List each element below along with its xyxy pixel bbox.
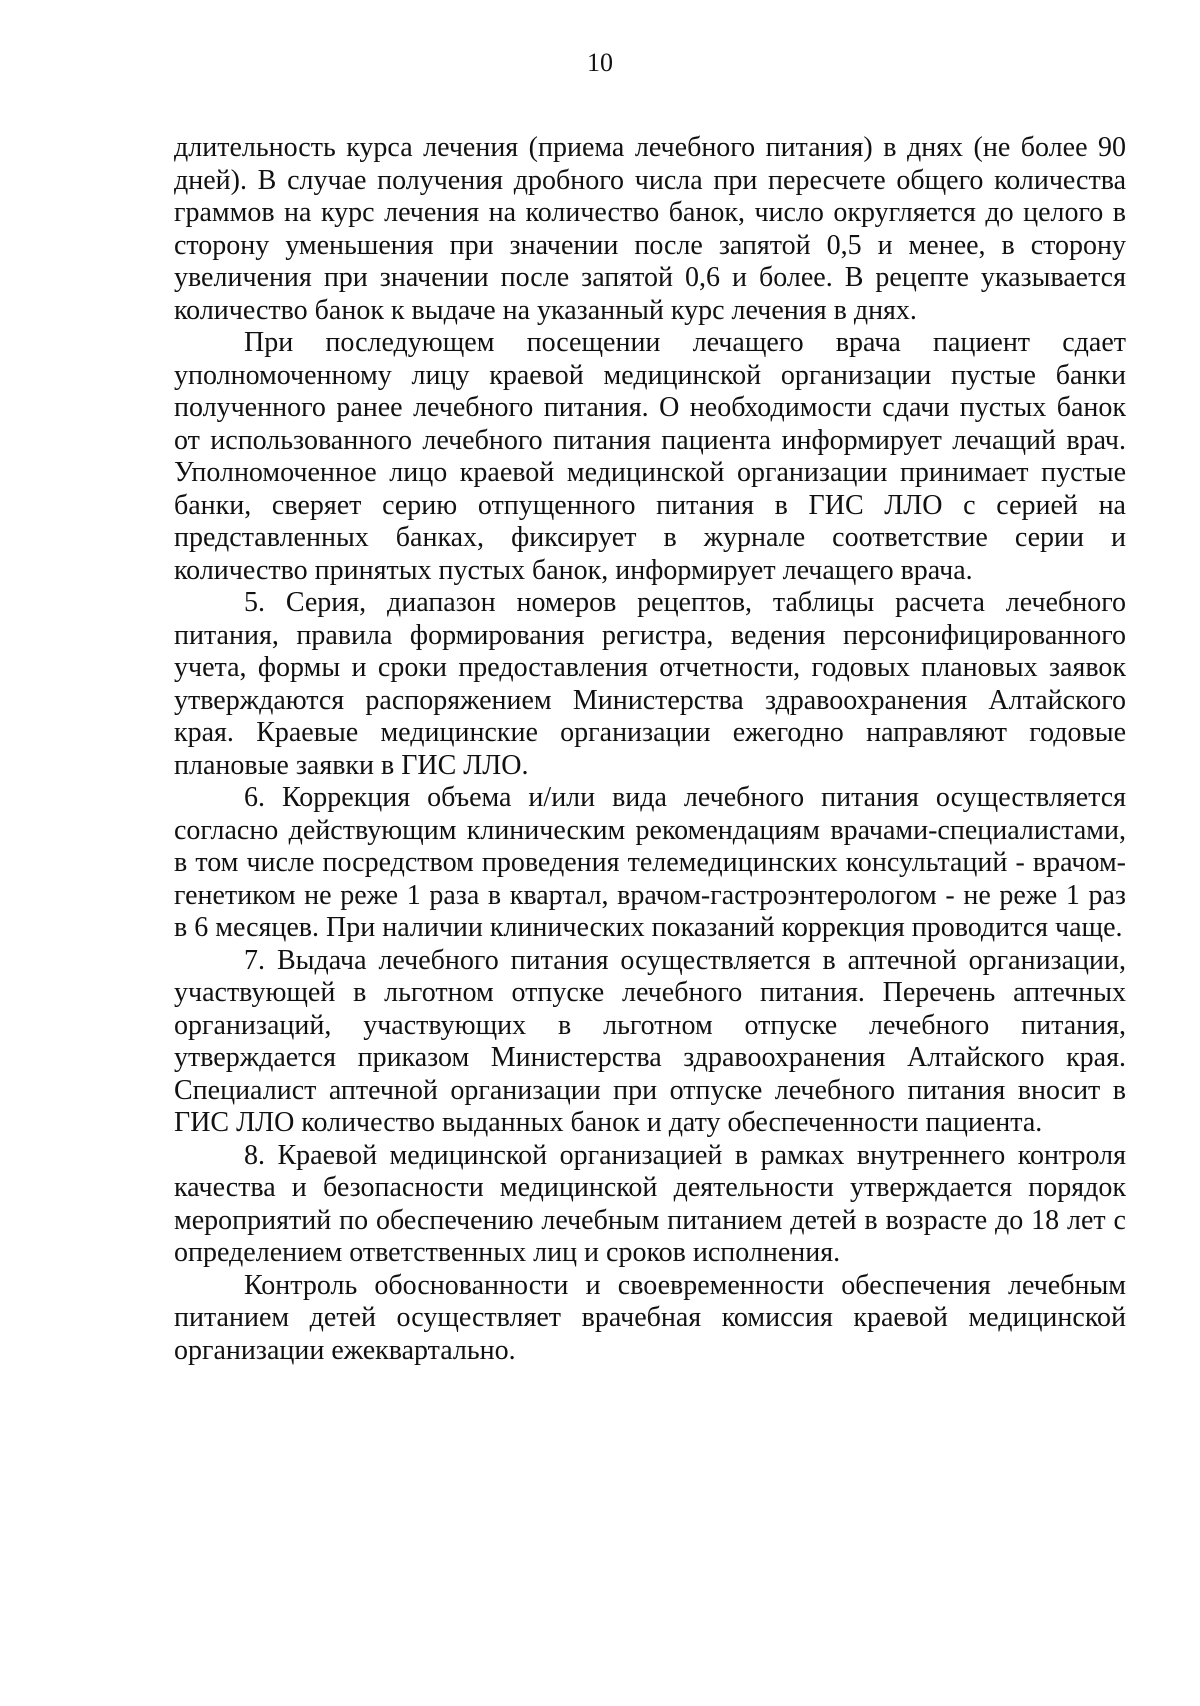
page-number: 10: [587, 48, 613, 77]
paragraph-item-7: 7. Выдача лечебного питания осуществляется в аптечной организации, участвующей в льготном отпуске лечебного питания. Перечень аптечных организаций, участвующих в льготном отпуске лечебного питания, утверждается приказом Министерства здравоохранения Алтайского края. Специалист аптечной организации при отпуске лечебного питания вносит в ГИС ЛЛО количество выданных банок и дату обеспеченности пациента.: [174, 944, 1126, 1138]
paragraph-item-5: 5. Серия, диапазон номеров рецептов, таблицы расчета лечебного питания, правила формирования регистра, ведения персонифицированного учета, формы и сроки предоставления отчетности, годовых плановых заявок утверждаются распоряжением Министерства здравоохранения Алтайского края. Краевые медицинские организации ежегодно направляют годовые плановые заявки в ГИС ЛЛО.: [174, 587, 1126, 781]
document-body: [174, 132, 1126, 1367]
paragraph-return-of-jars: При последующем посещении лечащего врача пациент сдает уполномоченному лицу краевой медицинской организации пустые банки полученного ранее лечебного питания. О необходимости сдачи пустых банок от использованного лечебного питания пациента информирует лечащий врач. Уполномоченное лицо краевой медицинской организации принимает пустые банки, сверяет серию отпущенного питания в ГИС ЛЛО с серией на представленных банках, фиксирует в журнале соответствие серии и количество принятых пустых банок, информирует лечащего врача.: [174, 327, 1126, 586]
paragraph-control: Контроль обоснованности и своевременности обеспечения лечебным питанием детей осуществляет врачебная комиссия краевой медицинской организации ежеквартально.: [174, 1269, 1126, 1366]
paragraph-continuation: длительность курса лечения (приема лечебного питания) в днях (не более 90 дней). В случае получения дробного числа при пересчете общего количества граммов на курс лечения на количество банок, число округляется до целого в сторону уменьшения при значении после запятой 0,5 и менее, в сторону увеличения при значении после запятой 0,6 и более. В рецепте указывается количество банок к выдаче на указанный курс лечения в днях.: [174, 132, 1126, 326]
paragraph-item-6: 6. Коррекция объема и/или вида лечебного питания осуществляется согласно действующим клиническим рекомендациям врачами-специалистами, в том числе посредством проведения телемедицинских консультаций - врачом-генетиком не реже 1 раза в квартал, врачом-гастроэнтерологом - не реже 1 раз в 6 месяцев. При наличии клинических показаний коррекция проводится чаще.: [174, 782, 1126, 943]
paragraph-item-8: 8. Краевой медицинской организацией в рамках внутреннего контроля качества и безопасности медицинской деятельности утверждается порядок мероприятий по обеспечению лечебным питанием детей в возрасте до 18 лет с определением ответственных лиц и сроков исполнения.: [174, 1139, 1126, 1268]
